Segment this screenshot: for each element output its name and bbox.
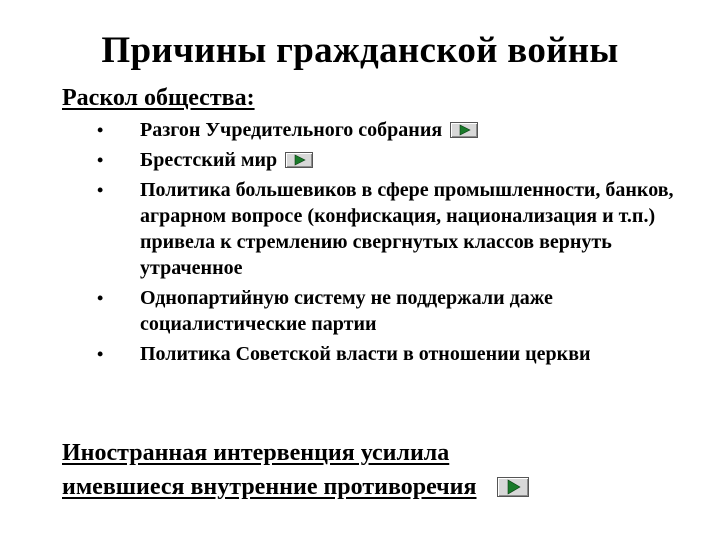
- section-heading: Раскол общества:: [62, 85, 255, 111]
- bullet-marker: •: [97, 180, 104, 200]
- bullet-marker: •: [97, 288, 104, 308]
- footer-line-1: Иностранная интервенция усилила: [62, 440, 450, 466]
- list-item: [0, 147, 720, 173]
- list-item-text: Политика большевиков в сфере промышленности, банков, аграрном вопросе (конфискация, национализация и т.п.) привела к стремлению свергнутых классов вернуть утраченное: [140, 179, 674, 279]
- list-item: [0, 285, 720, 337]
- play-arrow-button[interactable]: [285, 152, 313, 168]
- slide-title: Причины гражданской войны: [101, 30, 619, 71]
- play-arrow-icon: [286, 153, 312, 167]
- footer-statement: [62, 436, 529, 504]
- play-arrow-button[interactable]: [497, 477, 529, 497]
- list-item: [0, 117, 720, 143]
- play-arrow-icon: [498, 478, 528, 496]
- footer-line-2: имевшиеся внутренние противоречия: [62, 474, 477, 500]
- list-item-text: Брестский мир: [140, 149, 278, 171]
- bullet-marker: •: [97, 344, 104, 364]
- play-arrow-button[interactable]: [450, 122, 478, 138]
- list-item-text: Политика Советской власти в отношении церкви: [140, 343, 591, 365]
- causes-list: [0, 117, 720, 371]
- bullet-marker: •: [97, 150, 104, 170]
- list-item: [0, 177, 720, 281]
- bullet-marker: •: [97, 120, 104, 140]
- list-item-text: Разгон Учредительного собрания: [140, 119, 443, 141]
- list-item-text: Однопартийную систему не поддержали даже социалистические партии: [140, 287, 553, 335]
- play-arrow-icon: [451, 123, 477, 137]
- list-item: [0, 341, 720, 367]
